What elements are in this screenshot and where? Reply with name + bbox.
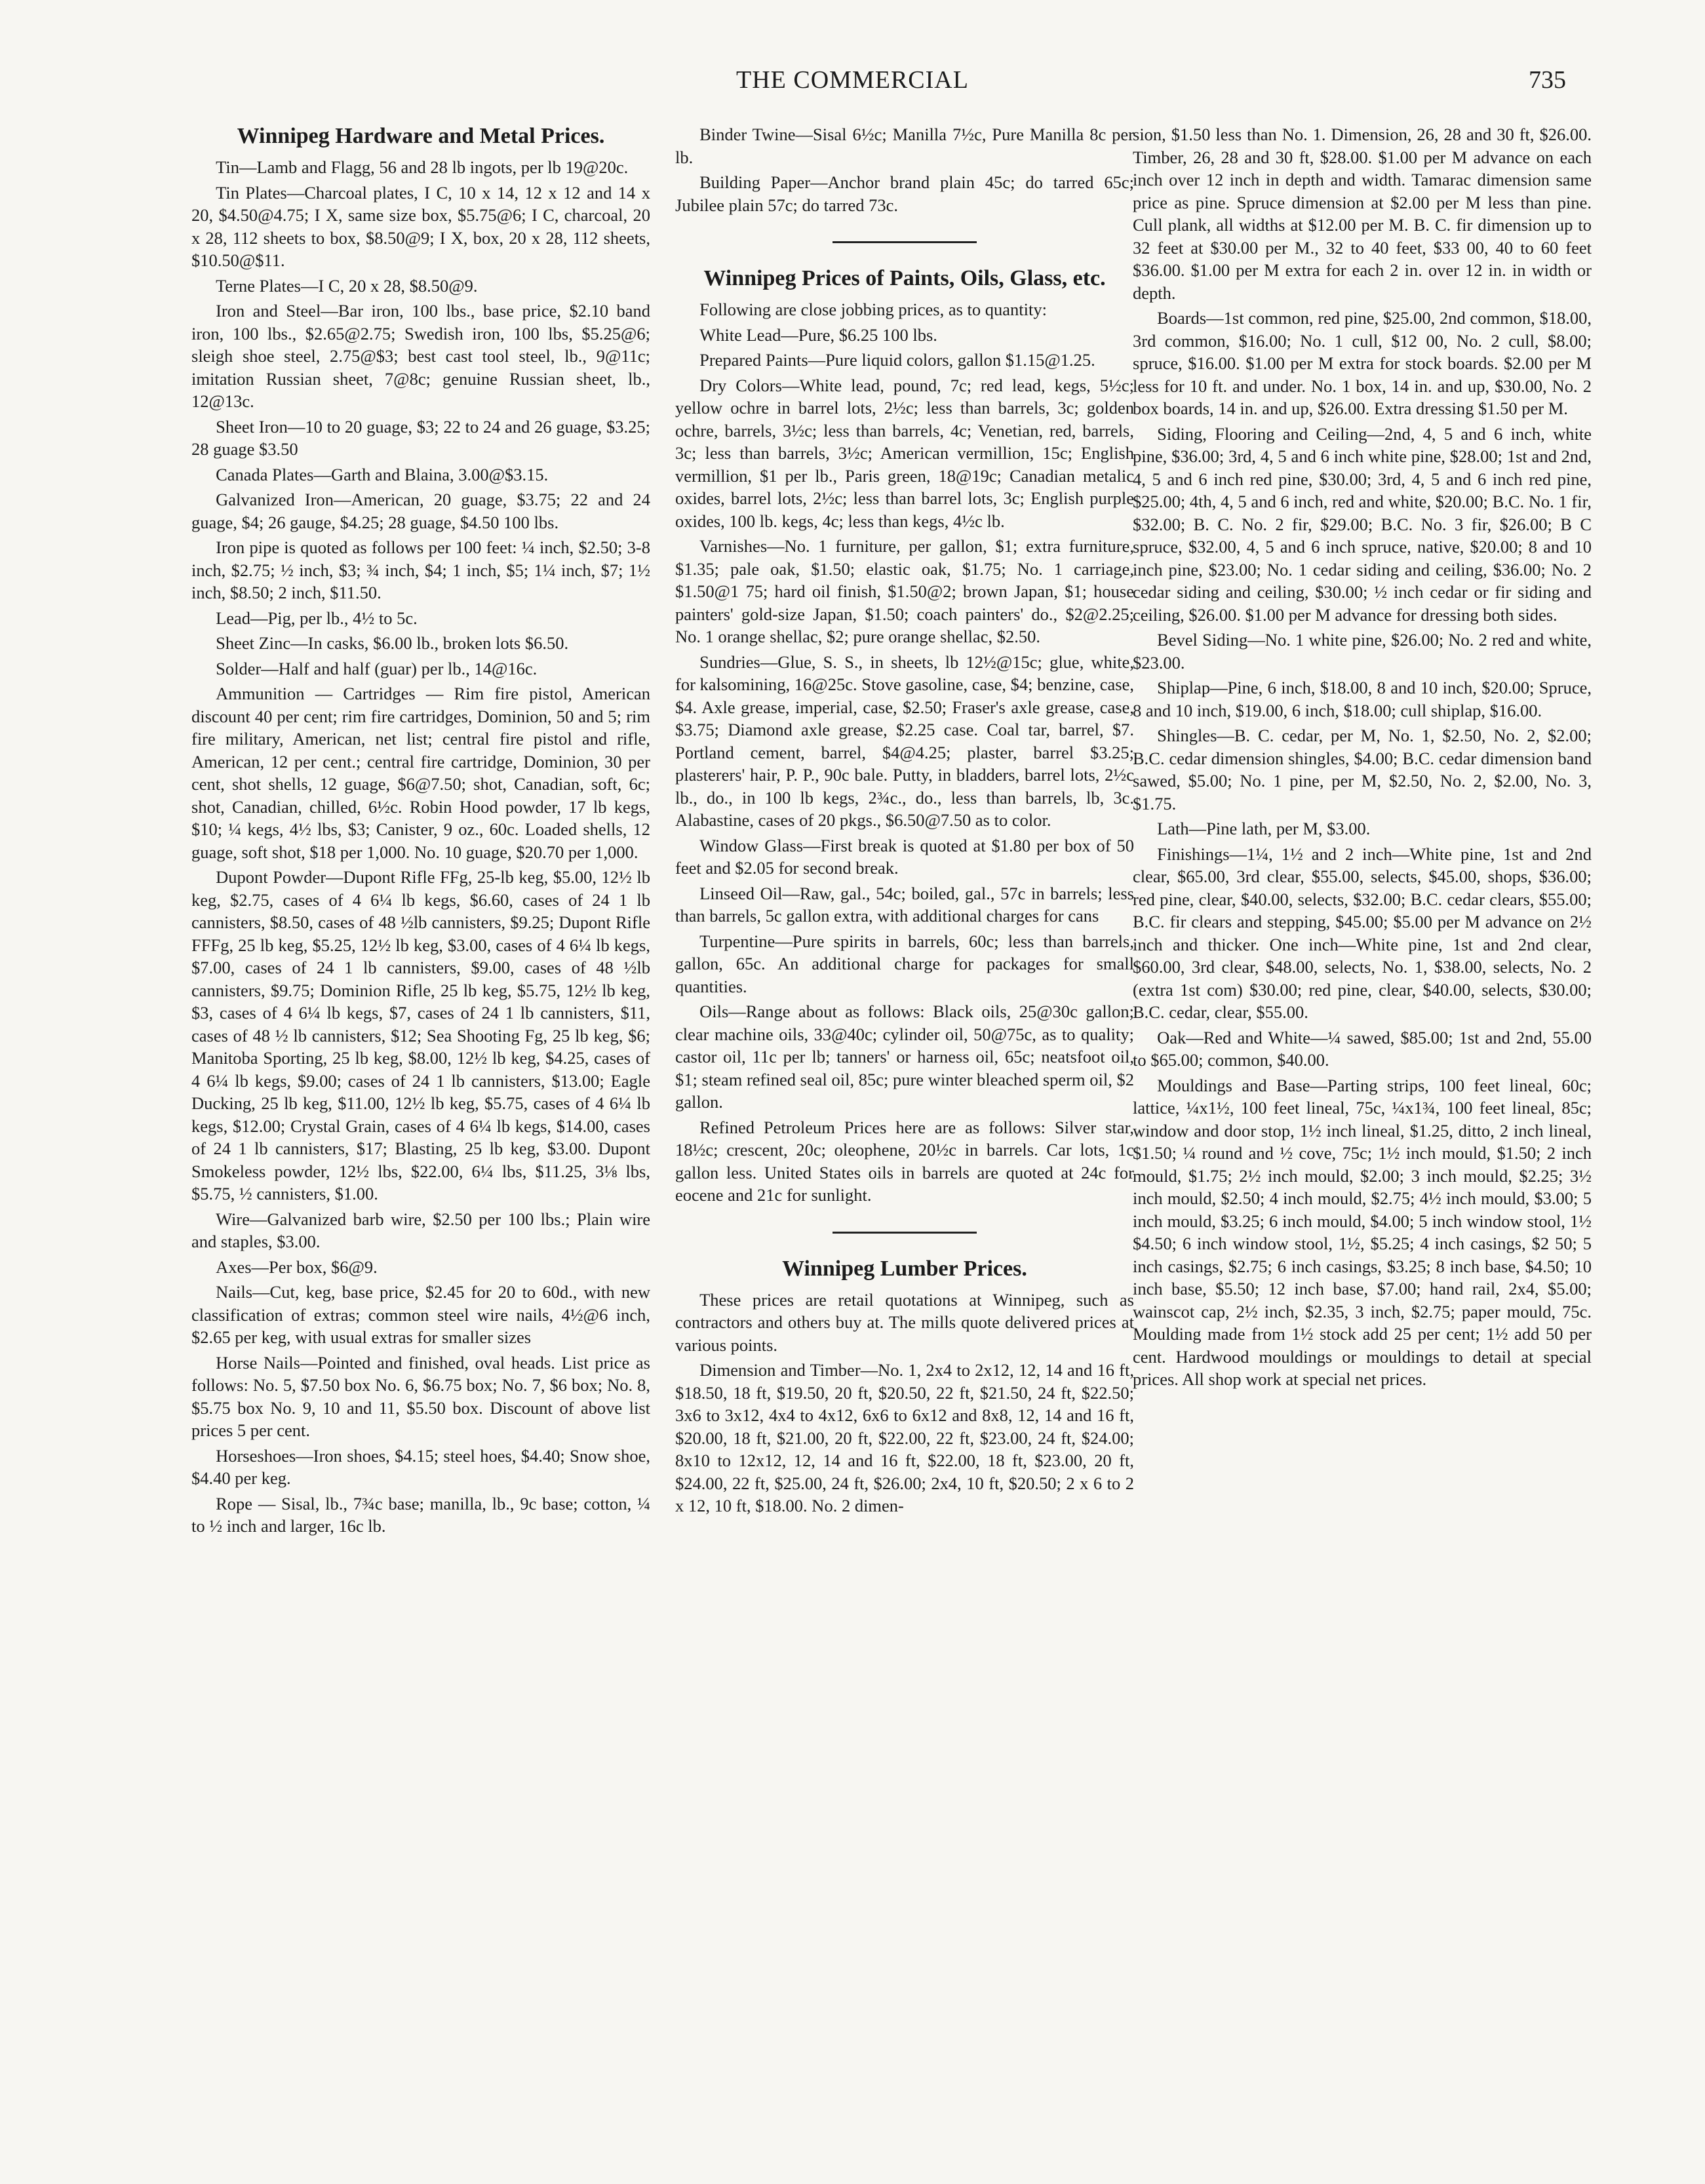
price-paragraph: Sheet Zinc—In casks, $6.00 lb., broken lots $6.50.: [216, 633, 569, 653]
price-paragraph: Refined Petroleum Prices here are as follows: Silver star, 18½c; crescent, 20c; oleophene, 20½c in barrels. Car lots, 1c gallon less. United States oils in barrels are quoted at 24c for eocene and 21c for sunlight.: [675, 1117, 1134, 1205]
price-paragraph: Finishings—1¼, 1½ and 2 inch—White pine, 1st and 2nd clear, $65.00, 3rd clear, $55.00, selects, $45.00, shops, $36.00; red pine, clear, $40.00, selects, $32.00; B.C. cedar clears, $55.00; B.C. fir clears and stepping, $45.00; $5.00 per M advance on 2½ inch and thicker. One inch—White pine, 1st and 2nd clear, $60.00, 3rd clear, $48.00, selects, No. 1, $38.00, selects, No. 2 (extra 1st com) $30.00; red pine, clear, $40.00, selects, $30.00; B.C. cedar, clear, $55.00.: [1133, 844, 1592, 1022]
price-paragraph: Mouldings and Base—Parting strips, 100 feet lineal, 60c; lattice, ¼x1½, 100 feet lineal, 75c, ¼x1¾, 100 feet lineal, 85c; window and door stop, 1½ inch lineal, $1.25, ditto, 2 inch lineal, $1.50; ¼ round and ½ cove, 75c; 1½ inch mould, $1.50; 2 inch mould, $1.75; 2½ inch mould, $2.00; 3 inch mould, $2.25; 3½ inch mould, $2.50; 4 inch mould, $2.75; 4½ inch mould, $3.00; 5 inch mould, $3.25; 6 inch mould, $4.00; 5 inch window stool, 1½ $4.50; 6 inch window stool, 1½, $5.25; 4 inch casings, $2 50; 5 inch casings, $2.75; 6 inch casings, $3.25; 8 inch base, $4.50; 10 inch base, $5.50; 12 inch base, $7.00; hand rail, 2x4, $5.00; wainscot cap, 2½ inch, $2.35, 3 inch, $2.75; paper mould, 75c. Moulding made from 1½ stock add 25 per cent; 1½ add 50 per cent. Hardwood mouldings or mouldings to detail at special prices. All shop work at special net prices.: [1133, 1075, 1592, 1389]
price-paragraph: Shiplap—Pine, 6 inch, $18.00, 8 and 10 inch, $20.00; Spruce, 8 and 10 inch, $19.00, 6 inch, $18.00; cull shiplap, $16.00.: [1133, 678, 1592, 720]
price-paragraph: Boards—1st common, red pine, $25.00, 2nd common, $18.00, 3rd common, $16.00; No. 1 cull, $12 00, No. 2 cull, $8.00; spruce, $16.00. $1.00 per M extra for stock boards. $2.00 per M less for 10 ft. and under. No. 1 box, 14 in. and up, $30.00, No. 2 box boards, 14 in. and up, $26.00. Extra dressing $1.50 per M.: [1133, 308, 1592, 418]
price-paragraph: Nails—Cut, keg, base price, $2.45 for 20 to 60d., with new classification of extras; common steel wire nails, 4½@6 inch, $2.65 per keg, with usual extras for smaller sizes: [191, 1282, 650, 1347]
price-paragraph: Siding, Flooring and Ceiling—2nd, 4, 5 and 6 inch, white pine, $36.00; 3rd, 4, 5 and 6 inch white pine, $28.00; 1st and 2nd, 4, 5 and 6 inch red pine, $30.00; 3rd, 4, 5 and 6 inch red pine, $25.00; 4th, 4, 5 and 6 inch, red and white, $20.00; B.C. No. 1 fir, $32.00; B. C. No. 2 fir, $29.00; B.C. No. 3 fir, $26.00; B C spruce, $32.00, 4, 5 and 6 inch spruce, native, $20.00; 8 and 10 inch pine, $23.00; No. 1 cedar siding and ceiling, $36.00; No. 2 cedar siding and ceiling, $30.00; ½ inch cedar or fir siding and ceiling, $26.00. $1.00 per M advance for dressing both sides.: [1133, 423, 1592, 625]
price-paragraph: Sundries—Glue, S. S., in sheets, lb 12½@15c; glue, white, for kalsomining, 16@25c. Stove gasoline, case, $4; benzine, case, $4. Axle grease, imperial, case, $2.50; Fraser's axle grease, case, $3.75; Diamond axle grease, $2.25 case. Coal tar, barrel, $7. Portland cement, barrel, $4@4.25; plaster, barrel $3.25; plasterers' hair, P. P., 90c bale. Putty, in bladders, barrel lots, 2½c lb., do., in 100 lb kegs, 2¾c., do., less than barrels, lb, 3c. Alabastine, cases of 20 pkgs., $6.50@7.50 as to color.: [675, 652, 1134, 830]
price-paragraph: Axes—Per box, $6@9.: [216, 1257, 378, 1277]
price-paragraph: Rope — Sisal, lb., 7¾c base; manilla, lb., 9c base; cotton, ¼ to ½ inch and larger, 16c lb.: [191, 1493, 650, 1536]
price-paragraph: Solder—Half and half (guar) per lb., 14@16c.: [216, 658, 538, 678]
price-paragraph: Dry Colors—White lead, pound, 7c; red lead, kegs, 5½c; yellow ochre in barrel lots, 2½c; less than barrels, 3c; golden ochre, barrels, 3½c; less than barrels, 4c; Venetian, red, barrels, 3c; less than barrels, 3½c; American vermillion, 15c; English vermillion, $1 per lb., Paris green, 18@19c; Canadian metalic oxides, barrel lots, 2½c; less than barrel lots, 3c; English purple oxides, 100 lb. kegs, 4c; less than kegs, 4½c lb.: [675, 375, 1134, 531]
price-paragraph: Prepared Paints—Pure liquid colors, gallon $1.15@1.25.: [699, 350, 1095, 370]
price-paragraph: These prices are retail quotations at Winnipeg, such as contractors and others buy at. The mills quote delivered prices at various points.: [675, 1289, 1134, 1355]
price-paragraph: Iron and Steel—Bar iron, 100 lbs., base price, $2.10 band iron, 100 lbs., $2.65@2.75; Swedish iron, 100 lbs, $5.25@6; sleigh shoe steel, 2.75@$3; best cast tool steel, lb., 9@11c; imitation Russian sheet, 7@8c; genuine Russian sheet, lb., 12@13c.: [191, 301, 650, 411]
price-paragraph: Window Glass—First break is quoted at $1.80 per box of 50 feet and $2.05 for second break.: [675, 835, 1134, 878]
price-paragraph: Binder Twine—Sisal 6½c; Manilla 7½c, Pure Manilla 8c per lb.: [675, 125, 1134, 167]
price-paragraph: Iron pipe is quoted as follows per 100 feet: ¼ inch, $2.50; 3-8 inch, $2.75; ½ inch, $3; ¾ inch, $4; 1 inch, $5; 1¼ inch, $7; 1½ inch, $8.50; 2 inch, $11.50.: [191, 537, 650, 602]
price-paragraph: Bevel Siding—No. 1 white pine, $26.00; No. 2 red and white, $23.00.: [1133, 630, 1592, 673]
price-paragraph: White Lead—Pure, $6.25 100 lbs.: [699, 324, 937, 345]
page-number: 735: [1529, 66, 1566, 94]
price-paragraph: Lead—Pig, per lb., 4½ to 5c.: [216, 608, 418, 628]
column-2: [675, 123, 1134, 1520]
price-paragraph: Oils—Range about as follows: Black oils, 25@30c gallon; clear machine oils, 33@40c; cylinder oil, 50@75c, as to quality; castor oil, 11c per lb; tanners' or harness oil, 65c; neatsfoot oil, $1; steam refined seal oil, 85c; pure winter bleached sperm oil, $2 gallon.: [675, 1002, 1134, 1112]
column-3: [1133, 123, 1592, 1394]
price-paragraph: Horseshoes—Iron shoes, $4.15; steel hoes, $4.40; Snow shoe, $4.40 per keg.: [191, 1445, 650, 1488]
price-paragraph: Dupont Powder—Dupont Rifle FFg, 25-lb keg, $5.00, 12½ lb keg, $2.75, cases of 4 6¼ lb kegs, $6.60, cases of 24 1 lb cannisters, $8.50, cases of 48 ½lb cannisters, $9.25; Dupont Rifle FFFg, 25 lb keg, $5.25, 12½ lb keg, $3.00, cases of 4 6¼ lb kegs, $7.00, cases of 24 1 lb cannisters, $9.00, cases of 48 ½lb cannisters, $9.75; Dominion Rifle, 25 lb keg, $5.75, 12½ lb keg, $3, cases of 4 6¼ lb kegs, $7, cases of 24 1 lb cannisters, $11, cases of 48 ½ lb cannisters, $12; Sea Shooting Fg, 25 lb keg, $6; Manitoba Sporting, 25 lb keg, $8.00, 12½ lb keg, $4.25, cases of 4 6¼ lb kegs, $9.00; cases of 24 1 lb cannisters, $13.00; Eagle Ducking, 25 lb keg, $11.00, 12½ lb keg, $5.75, cases of 4 6¼ lb kegs, $12.00; Crystal Grain, cases of 4 6¼ lb kegs, $14.00, cases of 24 1 lb cannisters, $17; Blasting, 25 lb keg, $3.00. Dupont Smokeless powder, 12½ lbs, $22.00, 6¼ lbs, $11.25, 3⅛ lbs, $5.75, ½ cannisters, $1.00.: [191, 867, 650, 1203]
page-header: [0, 66, 1705, 105]
price-paragraph: Terne Plates—I C, 20 x 28, $8.50@9.: [216, 275, 478, 296]
price-paragraph: Sheet Iron—10 to 20 guage, $3; 22 to 24 and 26 guage, $3.25; 28 guage $3.50: [191, 416, 650, 459]
price-paragraph: Canada Plates—Garth and Blaina, 3.00@$3.15.: [216, 464, 549, 484]
price-paragraph: Building Paper—Anchor brand plain 45c; do tarred 65c; Jubilee plain 57c; do tarred 73c.: [675, 172, 1134, 215]
price-paragraph: Galvanized Iron—American, 20 guage, $3.75; 22 and 24 guage, $4; 26 gauge, $4.25; 28 guage, $4.50 100 lbs.: [191, 490, 650, 532]
section-heading: Winnipeg Prices of Paints, Oils, Glass, etc.: [703, 266, 1106, 290]
price-paragraph: Lath—Pine lath, per M, $3.00.: [1157, 819, 1371, 838]
price-paragraph: Following are close jobbing prices, as to quantity:: [699, 300, 1048, 319]
section-heading: Winnipeg Hardware and Metal Prices.: [237, 124, 605, 148]
price-paragraph: Linseed Oil—Raw, gal., 54c; boiled, gal., 57c in barrels; less than barrels, 5c gallon extra, with additional charges for cans: [675, 883, 1134, 926]
price-paragraph: Oak—Red and White—¼ sawed, $85.00; 1st and 2nd, 55.00 to $65.00; common, $40.00.: [1133, 1027, 1592, 1070]
section-heading: Winnipeg Lumber Prices.: [782, 1256, 1027, 1281]
price-paragraph: Turpentine—Pure spirits in barrels, 60c; less than barrels, gallon, 65c. An additional charge for packages for small quantities.: [675, 931, 1134, 996]
price-paragraph: Ammunition — Cartridges — Rim fire pistol, American discount 40 per cent; rim fire cartridges, Dominion, 50 and 5; rim fire military, American, net list; central fire pistol and rifle, American, 12 per cent.; central fire cartridge, Dominion, 30 per cent, shot shells, 12 guage, $6@7.50; shot, Canadian, soft, 6c; shot, Canadian, chilled, 6½c. Robin Hood powder, 17 lb kegs, $10; ¼ kegs, 4½ lbs, $3; Canister, 9 oz., 60c. Loaded shells, 12 guage, soft shot, $18 per 1,000. No. 10 guage, $20.70 per 1,000.: [191, 684, 650, 862]
price-paragraph: Tin Plates—Charcoal plates, I C, 10 x 14, 12 x 12 and 14 x 20, $4.50@4.75; I X, same size box, $5.75@6; I C, charcoal, 20 x 28, 112 sheets to box, $8.50@9; I X, box, 20 x 28, 112 sheets, $10.50@$11.: [191, 182, 650, 270]
price-paragraph: sion, $1.50 less than No. 1. Dimension, 26, 28 and 30 ft, $26.00. Timber, 26, 28 and 30 ft, $28.00. $1.00 per M advance on each inch over 12 inch in depth and width. Tamarac dimension same price as pine. Spruce dimension at $2.00 per M less than pine. Cull plank, all widths at $12.00 per M. B. C. fir dimension up to 32 feet at $30.00 per M., 32 to 40 feet, $33 00, 40 to 60 feet $36.00. $1.00 per M extra for each 2 in. over 12 in. in width or depth.: [1133, 125, 1592, 303]
price-paragraph: Shingles—B. C. cedar, per M, No. 1, $2.50, No. 2, $2.00; B.C. cedar dimension shingles, $4.00; B.C. cedar dimension band sawed, $5.00; No. 1 pine, per M, $2.50, No. 2, $2.00, No. 3, $1.75.: [1133, 726, 1592, 813]
price-paragraph: Horse Nails—Pointed and finished, oval heads. List price as follows: No. 5, $7.50 box No. 6, $6.75 box; No. 7, $6 box; No. 8, $5.75 box No. 9, 10 and 11, $5.50 box. Discount of above list prices 5 per cent.: [191, 1352, 650, 1440]
price-paragraph: Wire—Galvanized barb wire, $2.50 per 100 lbs.; Plain wire and staples, $3.00.: [191, 1209, 650, 1251]
section-divider: [833, 241, 977, 243]
price-paragraph: Varnishes—No. 1 furniture, per gallon, $1; extra furniture, $1.35; pale oak, $1.50; elastic oak, $1.75; No. 1 carriage, $1.50@1 75; hard oil finish, $1.50@2; brown Japan, $1; house painters' gold-size Japan, $1.50; coach painters' do., $2@2.25; No. 1 orange shellac, $2; pure orange shellac, $2.50.: [675, 536, 1134, 646]
section-divider: [833, 1232, 977, 1234]
price-paragraph: Dimension and Timber—No. 1, 2x4 to 2x12, 12, 14 and 16 ft, $18.50, 18 ft, $19.50, 20 ft, $20.50, 22 ft, $21.50, 24 ft, $22.50; 3x6 to 3x12, 4x4 to 4x12, 6x6 to 6x12 and 8x8, 12, 14 and 16 ft, $20.00, 18 ft, $21.00, 20 ft, $22.00, 22 ft, $23.00, 24 ft, $24.00; 8x10 to 12x12, 12, 14 and 16 ft, $22.00, 18 ft, $23.00, 20 ft, $24.00, 22 ft, $25.00, 24 ft, $26.00; 2x4, 10 ft, $20.50; 2 x 6 to 2 x 12, 10 ft, $18.00. No. 2 dimen-: [675, 1360, 1134, 1515]
price-paragraph: Tin—Lamb and Flagg, 56 and 28 lb ingots, per lb 19@20c.: [216, 157, 629, 177]
column-1: [191, 123, 650, 1540]
publication-title: THE COMMERCIAL: [736, 66, 969, 94]
